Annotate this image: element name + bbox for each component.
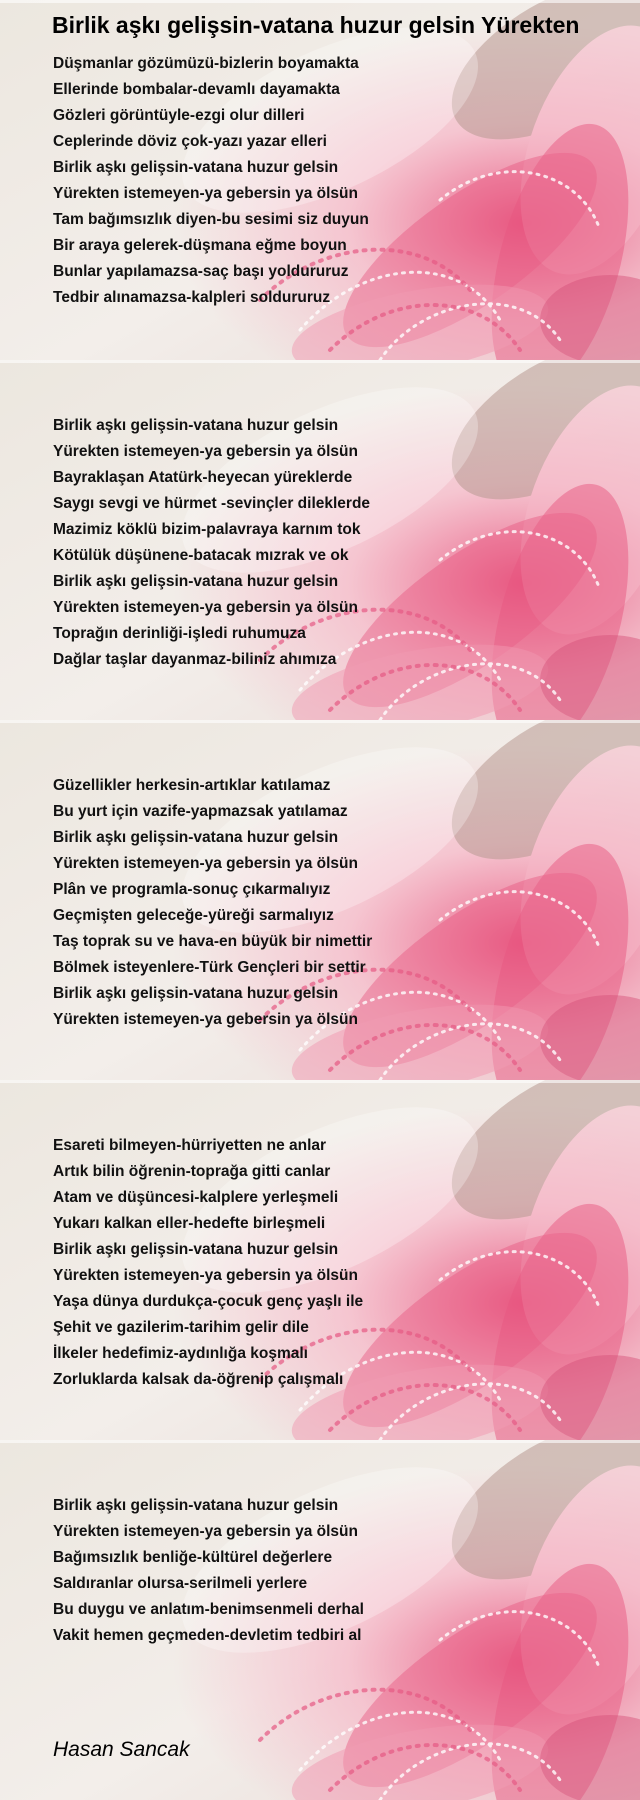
poem-line: Bir araya gelerek-düşmana eğme boyun	[53, 237, 347, 254]
stanza-2	[53, 413, 370, 673]
poem-line: Ellerinde bombalar-devamlı dayamakta	[53, 81, 340, 98]
poem-line: Birlik aşkı gelişsin-vatana huzur gelsin	[53, 985, 339, 1002]
poem-line: Gözleri görüntüyle-ezgi olur dilleri	[53, 107, 305, 124]
poem-line: Bayraklaşan Atatürk-heyecan yüreklerde	[53, 469, 353, 486]
poem-line: Vakit hemen geçmeden-devletim tedbiri al	[53, 1627, 362, 1644]
poem-line: Atam ve düşüncesi-kalplere yerleşmeli	[53, 1189, 339, 1206]
poem-line: Tam bağımsızlık diyen-bu sesimi siz duyun	[53, 211, 369, 228]
stanza-3	[53, 773, 372, 1033]
poem-line: Birlik aşkı gelişsin-vatana huzur gelsin	[53, 1241, 339, 1258]
poem-line: Güzellikler herkesin-artıklar katılamaz	[53, 777, 331, 794]
poem-line: Birlik aşkı gelişsin-vatana huzur gelsin	[53, 573, 339, 590]
poem-line: Bu yurt için vazife-yapmazsak yatılamaz	[53, 803, 348, 820]
poem-line: Yürekten istemeyen-ya gebersin ya ölsün	[53, 1523, 358, 1540]
poem-line: Esareti bilmeyen-hürriyetten ne anlar	[53, 1137, 327, 1154]
poem-line: Kötülük düşünene-batacak mızrak ve ok	[53, 547, 349, 564]
author-name: Hasan Sancak	[53, 1738, 190, 1761]
poem-title: Birlik aşkı gelişsin-vatana huzur gelsin Yürekten	[52, 12, 580, 38]
poem-line: Bunlar yapılamazsa-saç başı yoldururuz	[53, 263, 349, 280]
poem-line: Artık bilin öğrenin-toprağa gitti canlar	[53, 1163, 331, 1180]
poem-line: Birlik aşkı gelişsin-vatana huzur gelsin	[53, 829, 339, 846]
stanza-4	[53, 1133, 363, 1393]
poem-line: Bölmek isteyenlere-Türk Gençleri bir settir	[53, 959, 366, 976]
poem-line: Düşmanlar gözümüzü-bizlerin boyamakta	[53, 55, 359, 72]
poem-line: Bağımsızlık benliğe-kültürel değerlere	[53, 1549, 333, 1566]
poem-line: Yürekten istemeyen-ya gebersin ya ölsün	[53, 185, 358, 202]
poem-line: Dağlar taşlar dayanmaz-biliniz ahımıza	[53, 651, 337, 668]
poem-line: İlkeler hedefimiz-aydınlığa koşmalı	[53, 1345, 308, 1362]
stanza-5	[53, 1493, 364, 1649]
poem-line: Bu duygu ve anlatım-benimsenmeli derhal	[53, 1601, 364, 1618]
poem-line: Toprağın derinliği-işledi ruhumuza	[53, 625, 306, 642]
poem-line: Yürekten istemeyen-ya gebersin ya ölsün	[53, 599, 358, 616]
poem-line: Birlik aşkı gelişsin-vatana huzur gelsin	[53, 1497, 339, 1514]
poem-line: Geçmişten geleceğe-yüreği sarmalıyız	[53, 907, 334, 924]
poem-line: Plân ve programla-sonuç çıkarmalıyız	[53, 881, 331, 898]
poem-line: Tedbir alınamazsa-kalpleri soldururuz	[53, 289, 331, 306]
poem-line: Yürekten istemeyen-ya gebersin ya ölsün	[53, 1267, 358, 1284]
poem-line: Birlik aşkı gelişsin-vatana huzur gelsin	[53, 417, 339, 434]
stanza-1	[53, 51, 369, 311]
poem-line: Saldıranlar olursa-serilmeli yerlere	[53, 1575, 308, 1592]
poem-line: Yürekten istemeyen-ya gebersin ya ölsün	[53, 1011, 358, 1028]
poem-line: Birlik aşkı gelişsin-vatana huzur gelsin	[53, 159, 339, 176]
poem-line: Taş toprak su ve hava-en büyük bir nimettir	[53, 933, 373, 950]
poem-line: Şehit ve gazilerim-tarihim gelir dile	[53, 1319, 309, 1336]
poem-line: Mazimiz köklü bizim-palavraya karnım tok	[53, 521, 361, 538]
poem-line: Yürekten istemeyen-ya gebersin ya ölsün	[53, 855, 358, 872]
poem-line: Ceplerinde döviz çok-yazı yazar elleri	[53, 133, 327, 150]
poem-line: Saygı sevgi ve hürmet -sevinçler dileklerde	[53, 495, 371, 512]
poem-line: Zorluklarda kalsak da-öğrenip çalışmalı	[53, 1371, 344, 1388]
poem-line: Yukarı kalkan eller-hedefte birleşmeli	[53, 1215, 326, 1232]
poem-line: Yürekten istemeyen-ya gebersin ya ölsün	[53, 443, 358, 460]
poem-line: Yaşa dünya durdukça-çocuk genç yaşlı ile	[53, 1293, 364, 1310]
